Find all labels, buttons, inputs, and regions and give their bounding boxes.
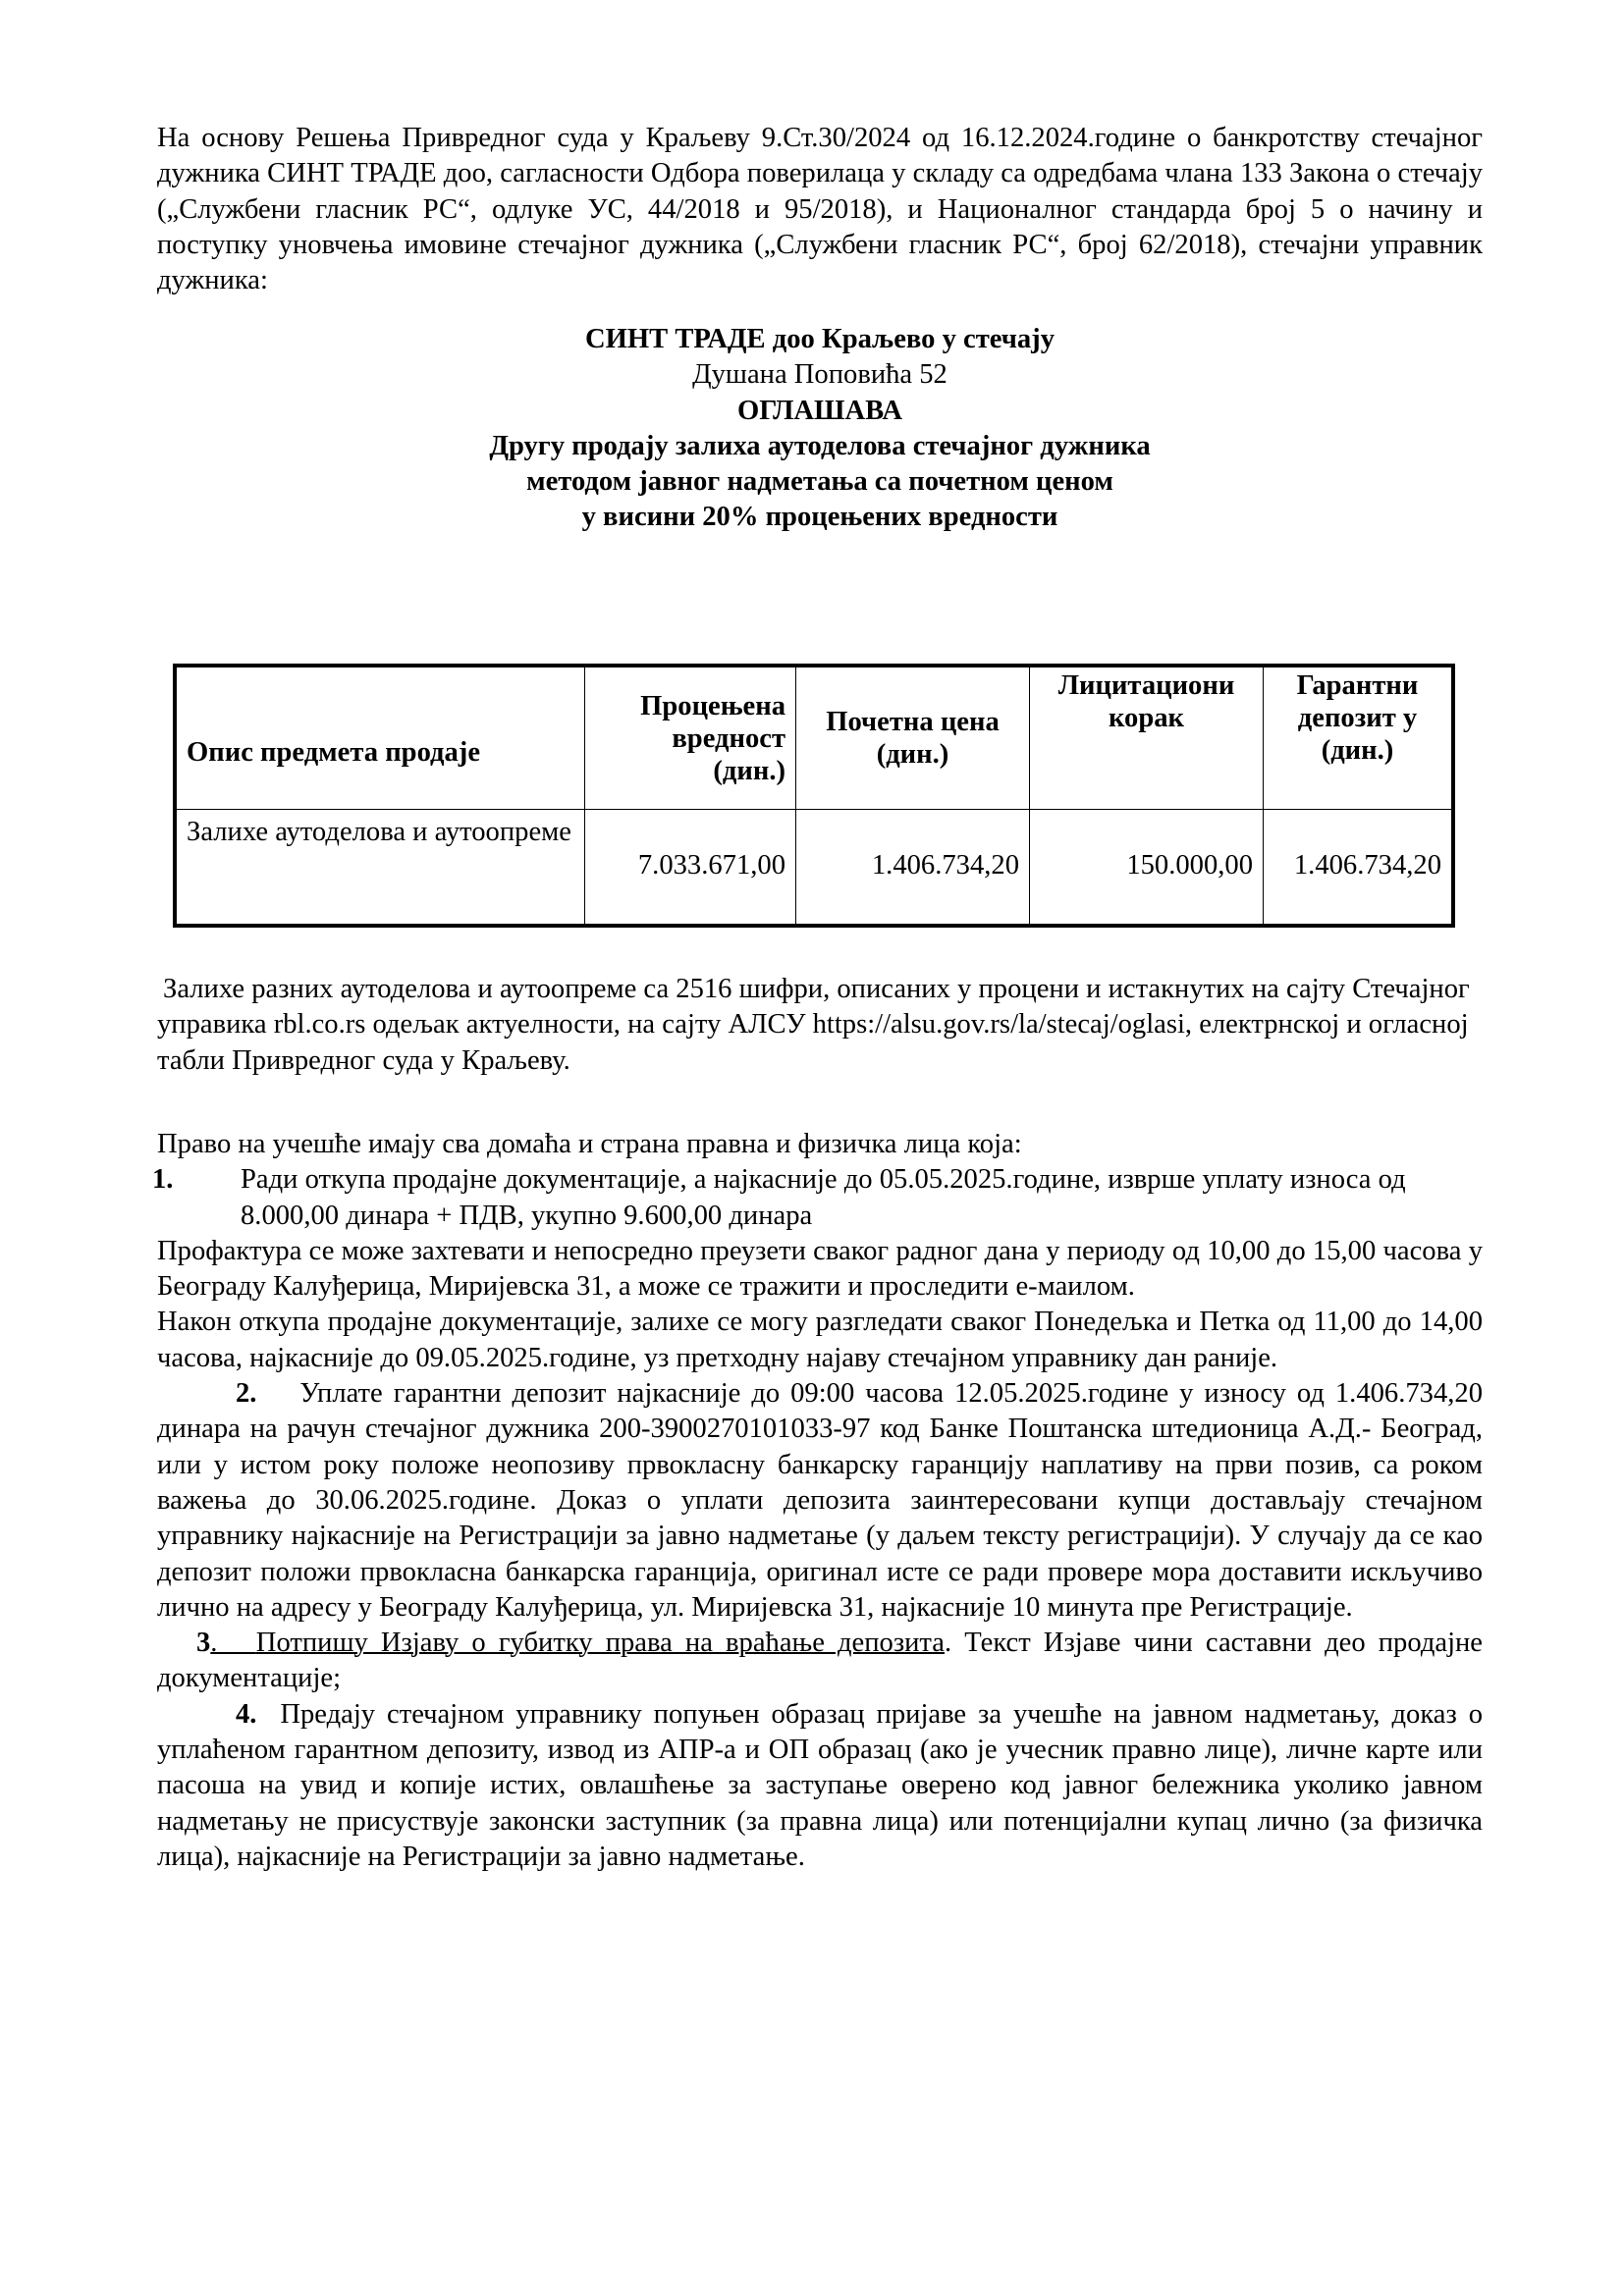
announcement-header xyxy=(157,322,1483,536)
item-text: Предају стечајном управнику попуњен образац пријаве за учешће на јавном надметању, доказ о уплаћеном гарантном депозиту, извод из АПР-а и ОП образац (ако је учесник правно лице), личне карте или пасоша на увид и копије истих, овлашћење за заступање оверено код јавног бележника уколико јавном надметању не присуствује законски заступник (за правна лица) или потенцијални купац лично (за физичка лица), најкасније на Регистрацији за јавно надметање. xyxy=(157,1698,1484,1872)
column-header-estimated-value: Процењена вредност (дин.) xyxy=(585,666,796,810)
item-text: Ради откупа продајне документације, а најкасније до 05.05.2025.године, изврше уплату износа од 8.000,00 динара + ПДВ, укупно 9.600,00 динара xyxy=(241,1164,1406,1231)
column-header-deposit: Гарантни депозит у (дин.) xyxy=(1264,666,1454,810)
intro-paragraph: На основу Решења Привредног суда у Краљеву 9.Ст.30/2024 од 16.12.2024.године о банкротству стечајног дужника СИНТ ТРАДЕ доо, сагласности Одбора поверилаца у складу са одредбама члана 133 Закона о стечају („Службени гласник РС“, одлуке УС, 44/2018 и 95/2018), и Националног стандарда број 5 о начину и поступку уновчења имовине стечајног дужника („Службени гласник РС“, број 62/2018), стечајни управник дужника: xyxy=(157,123,1483,296)
announcement-title: ОГЛАШАВА xyxy=(736,395,903,426)
column-header-description: Опис предмета продаје xyxy=(175,666,585,810)
proforma-paragraph: Профактура се може захтевати и непосредно преузети сваког радног дана у периоду од 10,00 до 15,00 часова у Београду Калуђерица, Миријевска 31, а може се тражити и проследити е-маилом. xyxy=(157,1235,1483,1303)
item-number: 1. xyxy=(152,1164,174,1196)
description-paragraph: Залихе разних аутоделова и аутоопреме са 2516 шифри, описаних у процени и истакнутих на сајту Стечајног управика rbl.co.rs одељак актуелности, на сајту АЛСУ https://alsu.gov.rs/la/stecaj/oglasi, електрнској и огласној табли Привредног суда у Краљеву. xyxy=(157,974,1470,1076)
condition-item-1 xyxy=(152,1162,1483,1234)
table-row xyxy=(175,810,1453,927)
inspection-paragraph: Након откупа продајне документације, залихе се могу разгледати сваког Понедељка и Петка од 11,00 до 14,00 часова, најкасније до 09.05.2025.године, уз претходну најаву стечајном управнику дан раније. xyxy=(157,1307,1483,1373)
announcement-subtitle-line-1: Другу продају залиха аутоделова стечајног дужника xyxy=(489,430,1151,461)
condition-item-3: 3. Потпишу Изјаву о губитку права на враћање депозита. Текст Изјаве чини саставни део продајне документације; xyxy=(157,1628,1484,1694)
item-number: 3 xyxy=(196,1628,211,1659)
company-name: СИНТ ТРАДЕ доо Краљево у стечају xyxy=(585,324,1055,354)
condition-item-2 xyxy=(157,1376,1483,1626)
announcement-subtitle-line-2: методом јавног надметања са почетном ценом xyxy=(526,466,1113,498)
announcement-subtitle-line-3: у висини 20% процењених вредности xyxy=(581,502,1058,533)
item-number: 4. xyxy=(236,1698,257,1730)
table-header-row xyxy=(175,666,1453,810)
sale-items-table xyxy=(173,664,1455,928)
item-number: 2. xyxy=(236,1378,257,1410)
column-header-starting-price: Почетна цена (дин.) xyxy=(796,666,1030,810)
declaration-link-text: Потпишу Изјаву о губитку права на враћање депозита xyxy=(255,1628,945,1659)
cell-starting-price: 1.406.734,20 xyxy=(796,810,1030,927)
participation-section xyxy=(152,1127,1484,1875)
cell-estimated-value: 7.033.671,00 xyxy=(585,810,796,927)
cell-description: Залихе аутоделова и аутоопреме xyxy=(175,810,585,927)
description-section xyxy=(157,972,1483,1079)
cell-bid-step: 150.000,00 xyxy=(1030,810,1264,927)
condition-item-4 xyxy=(157,1697,1483,1875)
column-header-bid-step: Лицитациони корак xyxy=(1030,666,1264,810)
item-text: Уплате гарантни депозит најкасније до 09:00 часова 12.05.2025.године у износу од 1.406.734,20 динара на рачун стечајног дужника 200-3900270101033-97 код Банке Поштанска штедионица А.Д.- Београд, или у истом року положе неопозиву првокласну банкарску гаранцију наплативу на први позив, са роком важења до 30.06.2025.године. Доказ о уплати депозита заинтересовани купци достављају стечајном управнику најкасније на Регистрацији за јавно надметање (у даљем тексту регистрацији). У случају да се као депозит положи првокласна банкарска гаранција, оригинал исте се ради провере мора доставити искључиво лично на адресу у Београду Калуђерица, ул. Миријевска 31, најкасније 10 минута пре Регистрације. xyxy=(157,1378,1484,1623)
rights-intro: Право на учешће имају сва домаћа и страна правна и физичка лица која: xyxy=(157,1129,1022,1159)
declaration-underlined: 3. Потпишу Изјаву о губитку права на враћање депозита xyxy=(157,1628,945,1658)
item-text: Текст Изјаве чини саставни део продајне документације; xyxy=(157,1628,1484,1694)
cell-deposit: 1.406.734,20 xyxy=(1264,810,1454,927)
company-address: Душана Поповића 52 xyxy=(692,359,947,391)
